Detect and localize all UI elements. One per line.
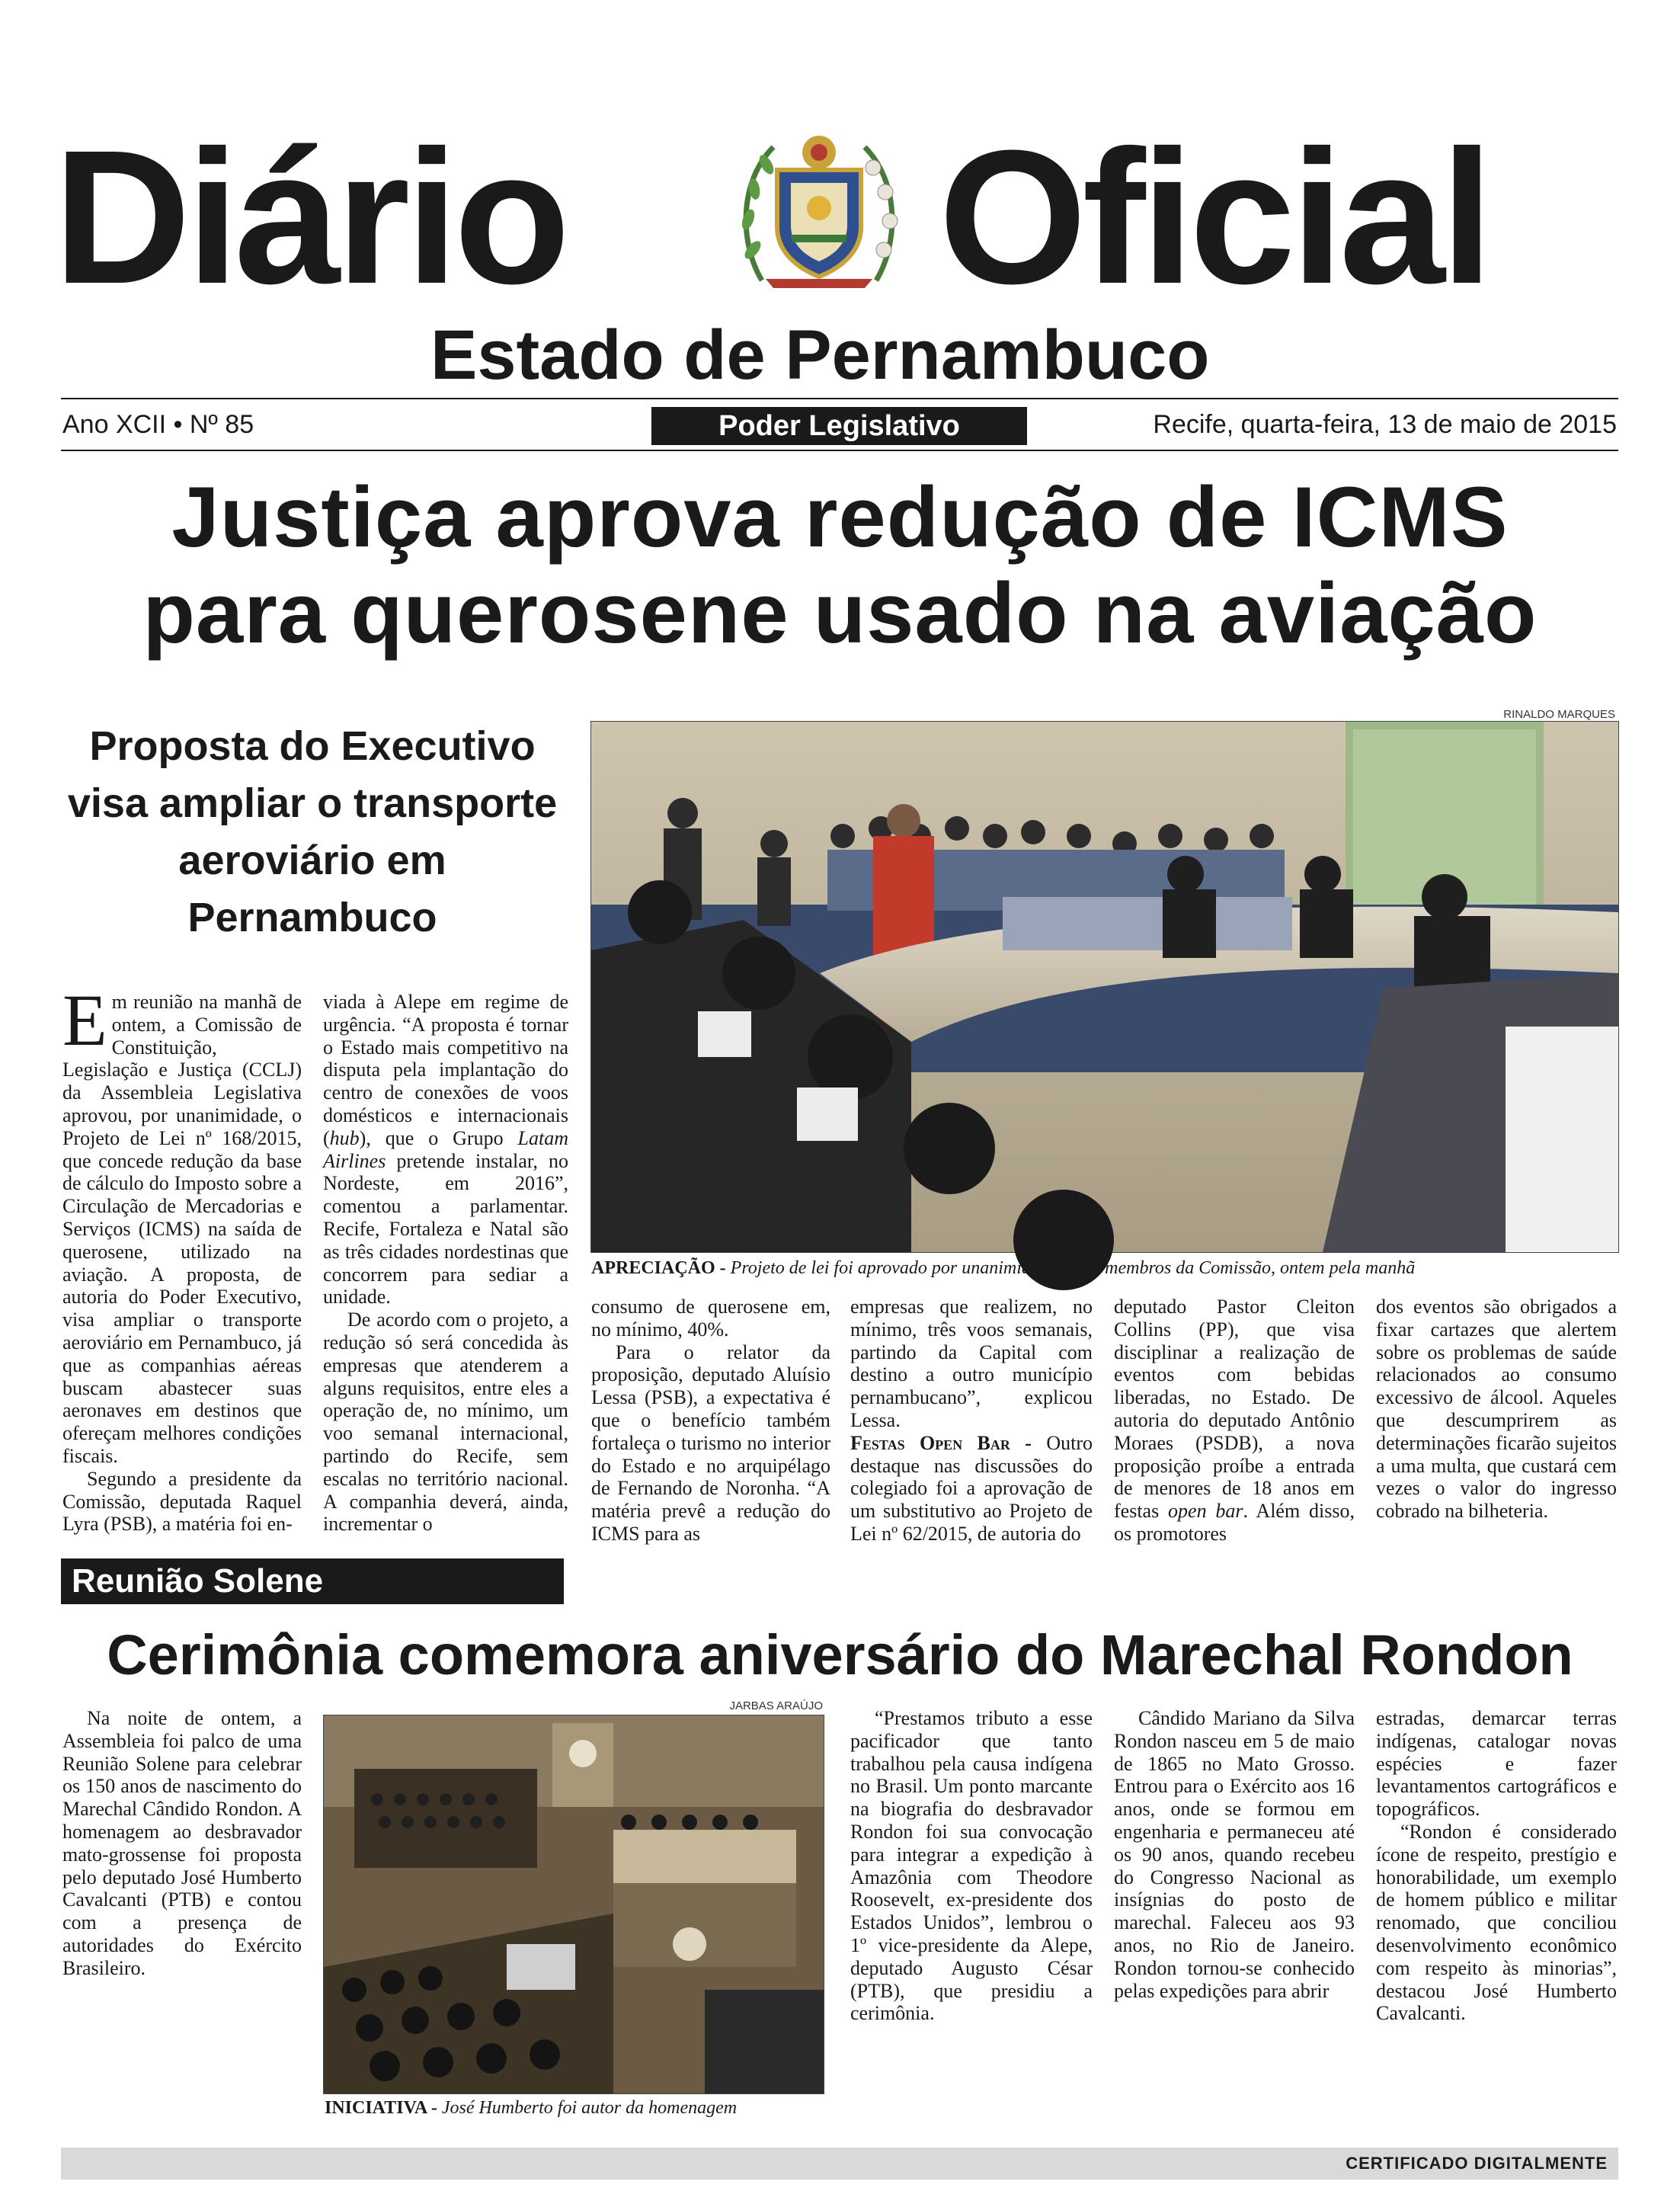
- lead-col3-p2: Para o relator da proposição, deputado Aluísio Lessa (PSB), a expectativa é que o benefício também fortaleça o turismo no interior do Estado e no arquipélago de Fernando de Noronha. “A matéria prevê a redução do ICMS para as: [591, 1341, 830, 1545]
- lead-col5-a: deputado Pastor Cleiton Collins (PP), que visa disciplinar a realização de eventos com bebidas liberadas, no Estado. De autoria do deputado Antônio Moraes (PSDB), a nova proposição proíbe a entrada de menores de 18 anos em festas: [1114, 1296, 1355, 1523]
- second-col1: Na noite de ontem, a Assembleia foi palco de uma Reunião Solene para celebrar os 150 anos de nascimento do Marechal Cândido Rondon. A homenagem ao desbravador mato-grossense foi proposta pelo deputado José Humberto Cavalcanti (PTB) e contou com a presença de autoridades do Exército Brasileiro.: [62, 1707, 302, 1979]
- certified-digitally-label: CERTIFICADO DIGITALMENTE: [1346, 2154, 1608, 2173]
- lead-col2-a: viada à Alepe em regime de urgência. “A proposta é tornar o Estado mais competitivo na disputa pela implantação do centro de conexões de voos domésticos e internacionais (: [323, 991, 568, 1149]
- lead-photo-caption: [591, 1257, 1415, 1279]
- masthead-rule-top: [61, 398, 1618, 399]
- second-column-4: [1376, 1707, 1617, 2141]
- lead-headline-line1: Justiça aprova redução de ICMS: [171, 469, 1509, 565]
- lead-col3-p1: consumo de querosene em, no mínimo, 40%.: [591, 1296, 830, 1341]
- masthead-subtitle: Estado de Pernambuco: [430, 316, 1210, 394]
- lead-column-5: [1114, 1296, 1355, 1547]
- second-photo: [323, 1715, 824, 2094]
- second-caption-text: José Humberto foi autor da homenagem: [441, 2098, 738, 2118]
- lead-col2-b: ), que o Grupo: [359, 1126, 518, 1149]
- lead-col4-subhead: Festas Open Bar -: [850, 1431, 1032, 1454]
- lead-deck: Proposta do Executivo visa ampliar o transporte aeroviário em Pernambuco: [67, 723, 558, 940]
- second-col4-p2: “Rondon é considerado ícone de respeito, prestígio e honorabilidade, um exemplo de homem público e militar renomado, que conciliou desenvolvimento econômico com respeito às minorias”, destacou José Humberto Cavalcanti.: [1376, 1820, 1617, 2025]
- lead-col2-hub: hub: [329, 1126, 360, 1149]
- masthead-title-right: Oficial: [939, 111, 1490, 323]
- second-column-3: [1114, 1707, 1355, 2141]
- section-label-reuniao-solene: Reunião Solene: [61, 1558, 564, 1604]
- lead-col5-openbar: open bar: [1168, 1500, 1243, 1523]
- second-col2: “Prestamos tributo a esse pacificador que tanto trabalhou pela causa indígena no Brasil. Um ponto marcante na biografia do desbravador Rondon foi sua convocação para integrar a expedição à Amazônia com Theodore Roosevelt, ex-presidente dos Estados Unidos”, lembrou o 1º vice-presidente da Alepe, deputado Augusto César (PTB), que presidiu a cerimônia.: [850, 1707, 1093, 2025]
- lead-column-6: [1376, 1296, 1617, 1547]
- lead-col4-p2: Outro destaque nas discussões do colegiado foi a aprovação de um substitutivo ao Projeto de Lei nº 62/2015, de autoria do: [850, 1431, 1093, 1545]
- lead-column-1: [62, 979, 302, 1536]
- second-col4-p1: estradas, demarcar terras indígenas, catalogar novas espécies e fazer levantamentos cartográficos e topográficos.: [1376, 1707, 1617, 1821]
- lead-col1-p1: m reunião na manhã de ontem, a Comissão de Constituição, Legislação e Justiça (CCLJ) da Assembleia Legislativa aprovou, por unanimidade, o Projeto de Lei nº 168/2015, que concede redução da base de cálculo do Imposto sobre a Circulação de Mercadorias e Serviços (ICMS) na saída de querosene, utilizado na aviação. A proposta, de autoria do Poder Executivo, visa ampliar o transporte aeroviário em Pernambuco, já que as companhias aéreas buscam abastecer suas aeronaves em destinos que ofereçam melhores condições fiscais.: [62, 991, 302, 1467]
- lead-col4-p1: empresas que realizem, no mínimo, três voos semanais, partindo da Capital com destino a outro município pernambucano”, explicou Lessa.: [850, 1296, 1093, 1431]
- lead-col6: dos eventos são obrigados a fixar cartazes que alertem sobre os problemas de saúde relacionados ao consumo excessivo de álcool. Aqueles que descumprirem as determinações ficarão sujeitos a uma multa, que custará cem vezes o valor do ingresso cobrado na bilheteria.: [1376, 1296, 1617, 1523]
- second-column-2: [850, 1707, 1093, 2141]
- masthead-title-left: Diário: [53, 111, 566, 323]
- lead-photo-credit: RINALDO MARQUES: [1503, 708, 1615, 721]
- lead-column-2: [323, 991, 568, 1536]
- lead-photo: [590, 721, 1619, 1253]
- edition-number: Ano XCII • Nº 85: [62, 410, 254, 439]
- section-banner: Poder Legislativo: [651, 407, 1027, 445]
- second-col3: Cândido Mariano da Silva Rondon nasceu em 5 de maio de 1865 no Mato Grosso. Entrou para o Exército aos 16 anos, onde se formou em engenharia e permaneceu até os 90 anos, quando recebeu do Congresso Nacional as insígnias do posto de marechal. Faleceu aos 93 anos, no Rio de Janeiro. Rondon tornou-se conhecido pelas expedições para abrir: [1114, 1707, 1355, 2002]
- lead-col2-c: pretende instalar, no Nordeste, em 2016”, comentou a parlamentar. Recife, Fortaleza e Natal são as três cidades nordestinas que concorrem para sediar a unidade.: [323, 1149, 568, 1309]
- lead-caption-label: APRECIAÇÃO -: [591, 1258, 726, 1278]
- second-photo-credit: JARBAS ARAÚJO: [729, 1699, 823, 1712]
- dateline: Recife, quarta-feira, 13 de maio de 2015: [1153, 410, 1617, 439]
- second-caption-label: INICIATIVA -: [325, 2098, 437, 2118]
- lead-column-3: [591, 1296, 830, 1547]
- lead-dropcap: E: [62, 979, 107, 1061]
- coat-of-arms-icon: [731, 128, 907, 290]
- lead-column-4: [850, 1296, 1093, 1547]
- lead-headline: [46, 469, 1634, 661]
- second-column-1: [62, 1707, 302, 2141]
- lead-caption-text: Projeto de lei foi aprovado por unanimidade pelos membros da Comissão, ontem pela manhã: [730, 1258, 1416, 1278]
- lead-headline-line2: para querosene usado na aviação: [142, 565, 1538, 661]
- lead-col2-latam: Latam Airlines: [323, 1126, 568, 1172]
- lead-col5-b: . Além disso, os promotores: [1114, 1500, 1355, 1545]
- second-headline: Cerimônia comemora aniversário do Marechal Rondon: [107, 1623, 1573, 1686]
- lead-col1-p2: Segundo a presidente da Comissão, deputada Raquel Lyra (PSB), a matéria foi en-: [62, 1467, 302, 1536]
- lead-col2-p2: De acordo com o projeto, a redução só será concedida às empresas que atenderem a alguns requisitos, entre eles a operação de, no mínimo, um voo semanal internacional, partindo do Recife, sem escalas no território nacional. A companhia deverá, ainda, incrementar o: [323, 1309, 568, 1536]
- second-photo-caption: [325, 2097, 737, 2119]
- masthead-rule-bottom: [61, 450, 1618, 451]
